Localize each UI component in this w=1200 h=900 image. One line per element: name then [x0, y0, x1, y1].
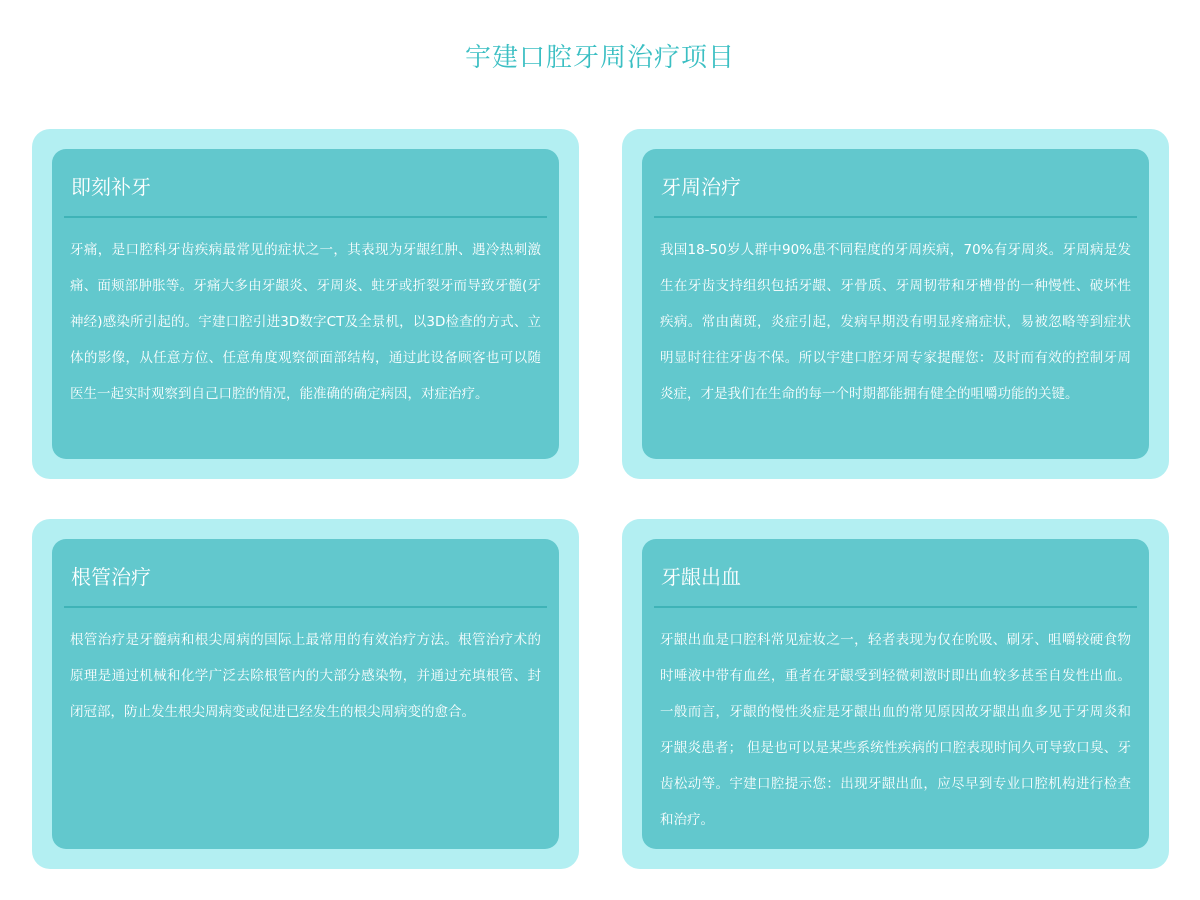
card-title: 牙龈出血 [654, 539, 1137, 608]
card-gum-bleeding [622, 519, 1169, 869]
card-description: 根管治疗是牙髓病和根尖周病的国际上最常用的有效治疗方法。根管治疗术的原理是通过机械和化学广泛去除根管内的大部分感染物，并通过充填根管、封闭冠部，防止发生根尖周病变或促进已经发生的根尖周病变的愈合。 [70, 632, 541, 720]
card-inner [642, 539, 1149, 849]
card-title: 根管治疗 [64, 539, 547, 608]
card-title: 即刻补牙 [64, 149, 547, 218]
card-description: 牙痛，是口腔科牙齿疾病最常见的症状之一，其表现为牙龈红肿、遇冷热刺激痛、面颊部肿胀等。牙痛大多由牙龈炎、牙周炎、蛀牙或折裂牙而导致牙髓(牙神经)感染所引起的。宇建口腔引进3D数字CT及全景机，以3D检查的方式、立体的影像，从任意方位、任意角度观察颌面部结构，通过此设备顾客也可以随医生一起实时观察到自己口腔的情况，能准确的确定病因，对症治疗。 [70, 242, 541, 402]
card-immediate-filling [32, 129, 579, 479]
card-periodontal-treatment [622, 129, 1169, 479]
card-inner [52, 149, 559, 459]
card-description: 我国18-50岁人群中90%患不同程度的牙周疾病，70%有牙周炎。牙周病是发生在牙齿支持组织包括牙龈、牙骨质、牙周韧带和牙槽骨的一种慢性、破坏性疾病。常由菌斑，炎症引起，发病早期没有明显疼痛症状，易被忽略等到症状明显时往往牙齿不保。所以宇建口腔牙周专家提醒您：及时而有效的控制牙周炎症，才是我们在生命的每一个时期都能拥有健全的咀嚼功能的关键。 [660, 242, 1131, 402]
card-root-canal [32, 519, 579, 869]
page-title: 宇建口腔牙周治疗项目 [464, 43, 735, 73]
card-description: 牙龈出血是口腔科常见症妆之一，轻者表现为仅在吮吸、刷牙、咀嚼较硬食物时唾液中带有血丝，重者在牙龈受到轻微刺激时即出血较多甚至自发性出血。一般而言，牙龈的慢性炎症是牙龈出血的常见原因故牙龈出血多见于牙周炎和牙龈炎患者； 但是也可以是某些系统性疾病的口腔表现时间久可导致口臭、牙齿松动等。宇建口腔提示您：出现牙龈出血，应尽早到专业口腔机构进行检查和治疗。 [660, 632, 1131, 828]
card-inner [642, 149, 1149, 459]
card-inner [52, 539, 559, 849]
card-title: 牙周治疗 [654, 149, 1137, 218]
